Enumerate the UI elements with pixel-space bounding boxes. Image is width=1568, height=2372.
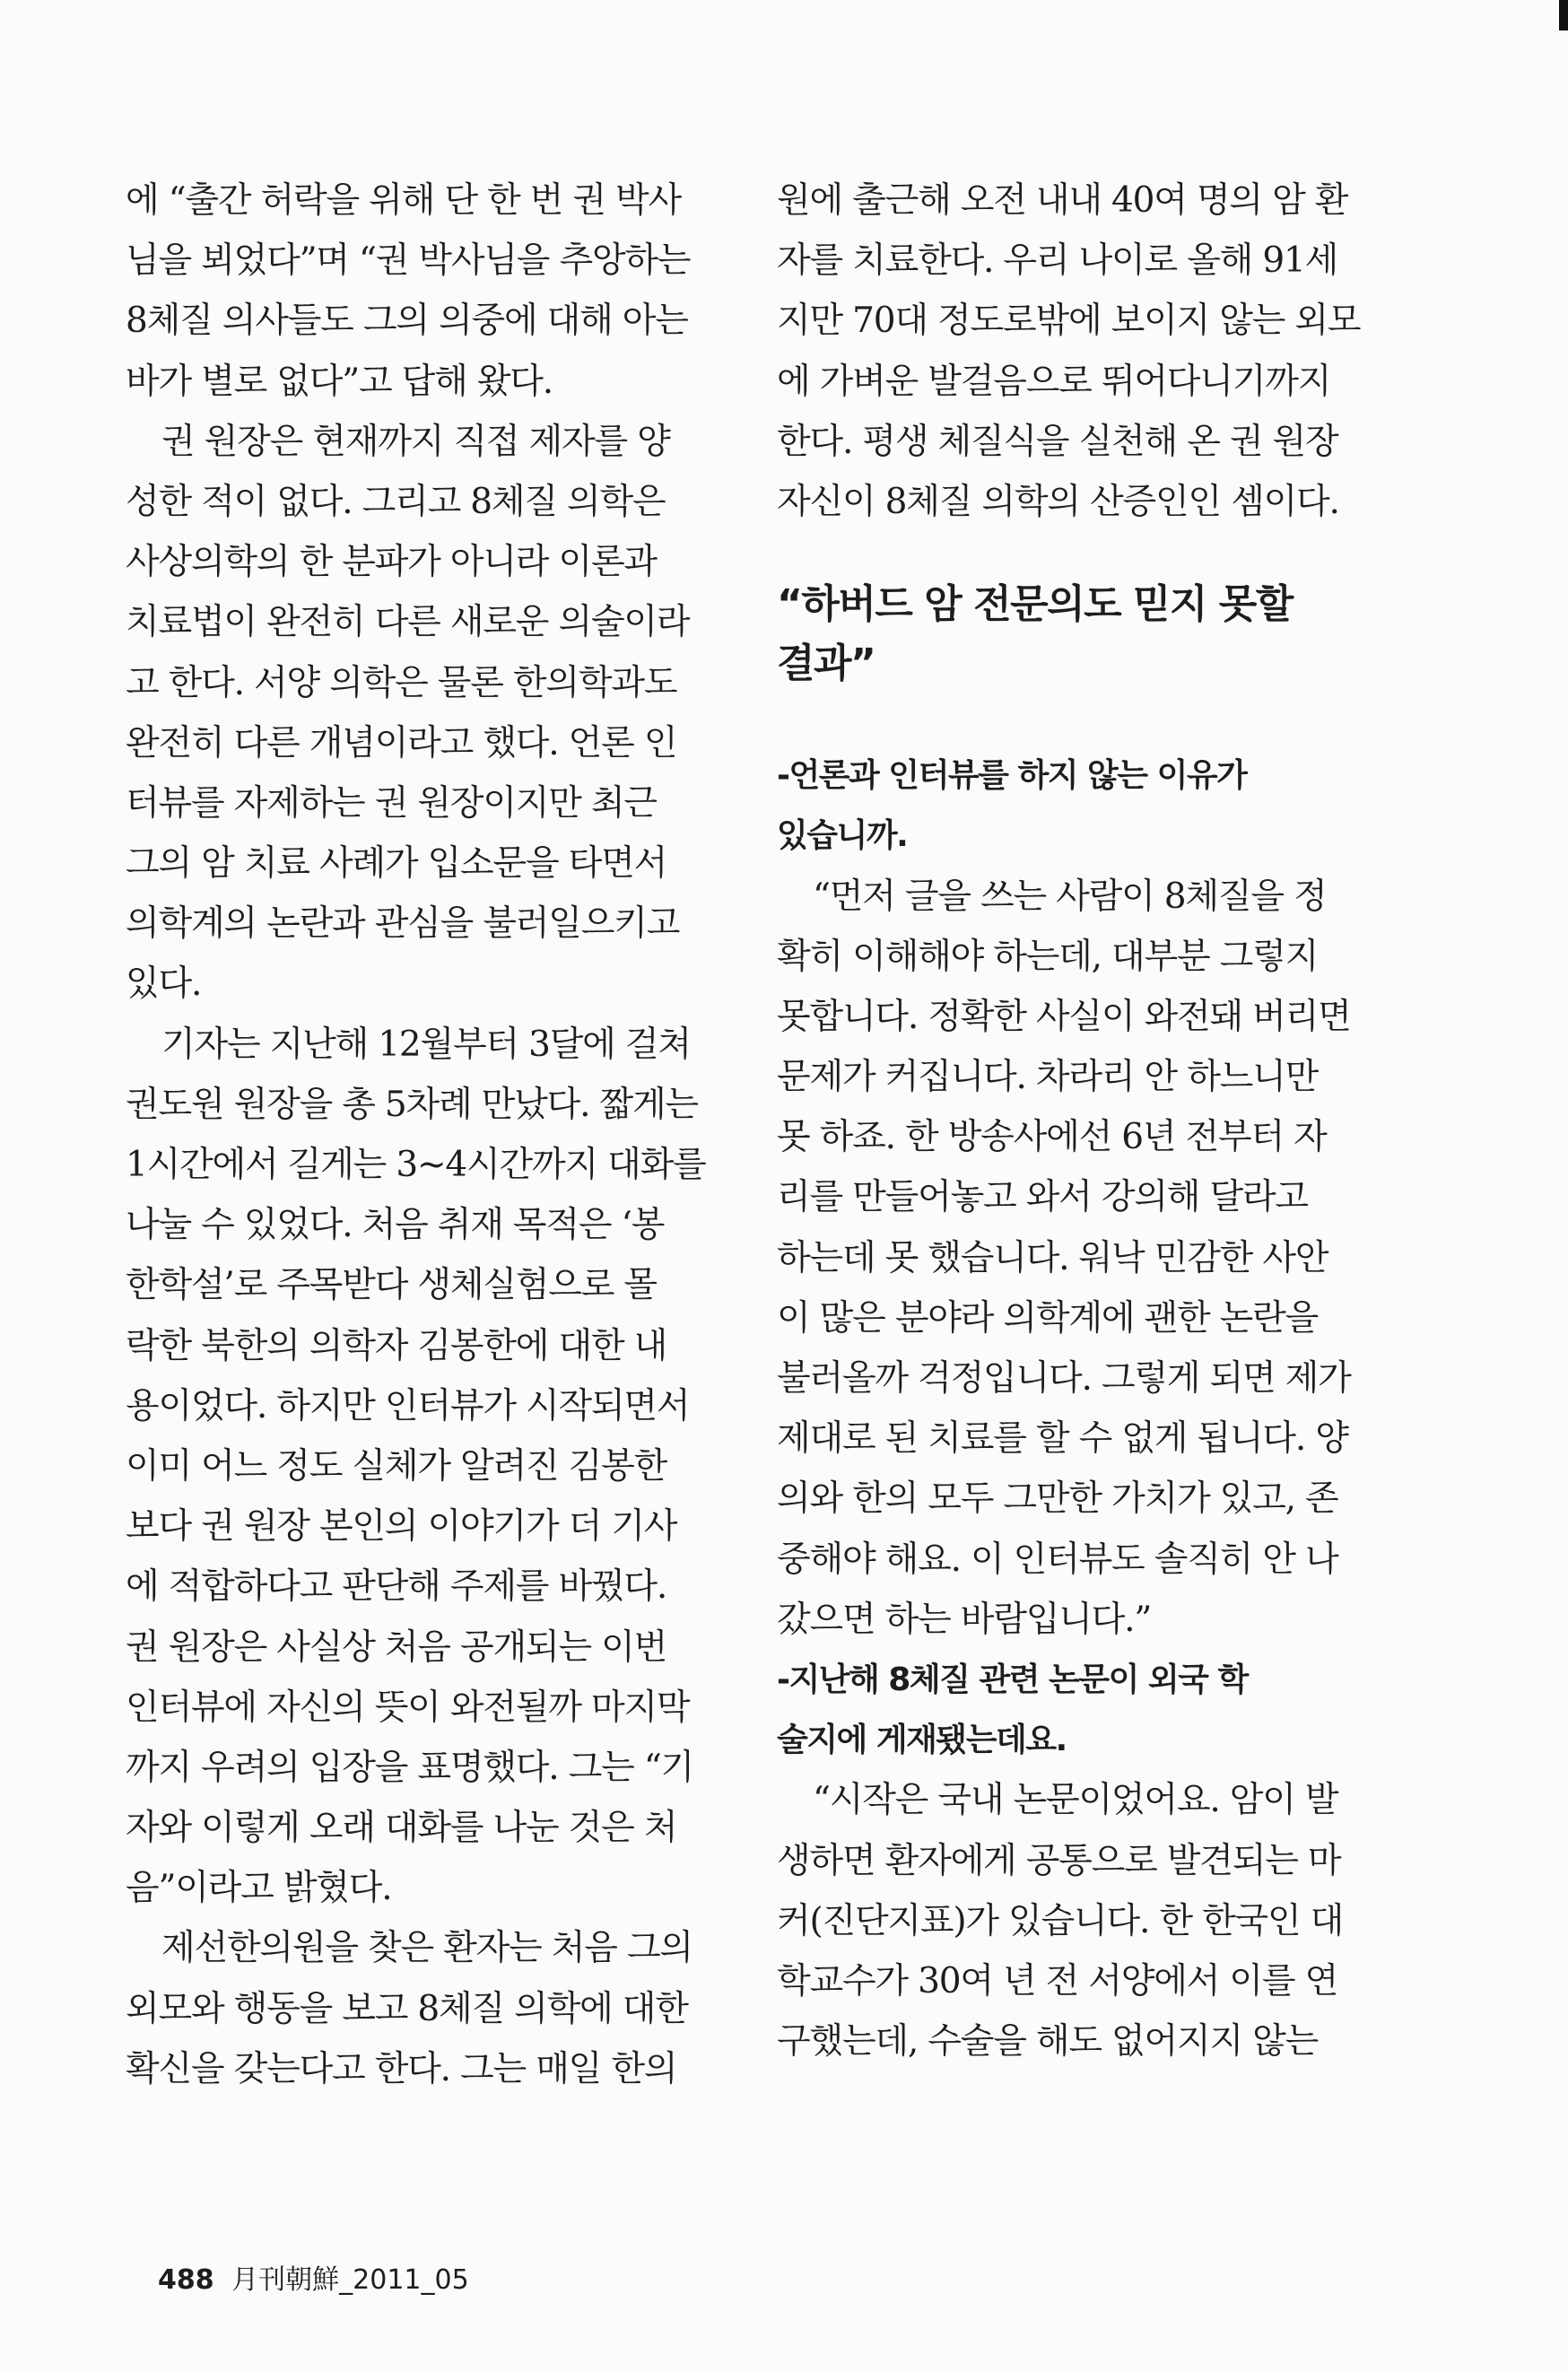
page-number: 488 xyxy=(158,2264,214,2296)
text-line: 자를 치료한다. 우리 나이로 올해 91세 xyxy=(777,240,1338,282)
text-line: 보다 권 원장 본인의 이야기가 더 기사 xyxy=(126,1506,677,1548)
text-line: 에 “출간 허락을 위해 단 한 번 권 박사 xyxy=(126,180,681,221)
left-column xyxy=(126,170,745,2099)
text-line: 있다. xyxy=(126,964,202,1005)
interview-answer-start: “먼저 글을 쓰는 사람이 8체질을 정 xyxy=(813,876,1327,917)
text-line: 그의 암 치료 사례가 입소문을 타면서 xyxy=(126,843,667,885)
section-heading-line-1: “하버드 암 전문의도 믿지 못할 xyxy=(777,581,1293,628)
text-line: 커(진단지표)가 있습니다. 한 한국인 대 xyxy=(777,1900,1344,1941)
text-line: 락한 북한의 의학자 김봉한에 대한 내 xyxy=(126,1325,667,1366)
text-line: 중해야 해요. 이 인터뷰도 솔직히 안 나 xyxy=(777,1539,1338,1580)
text-line: 의학계의 논란과 관심을 불러일으키고 xyxy=(126,903,680,945)
publication-name: 月刊朝鮮_2011_05 xyxy=(231,2264,469,2296)
text-line: 갔으면 하는 바람입니다.” xyxy=(777,1599,1152,1640)
text-line: 성한 적이 없다. 그리고 8체질 의학은 xyxy=(126,481,666,522)
text-line: 한학설’로 주목받다 생체실험으로 몰 xyxy=(126,1265,657,1306)
page-edge-mark xyxy=(1559,0,1568,31)
text-line: 고 한다. 서양 의학은 물론 한의학과도 xyxy=(126,662,677,703)
section-heading xyxy=(777,575,1396,693)
text-line: 리를 만들어놓고 와서 강의해 달라고 xyxy=(777,1177,1308,1218)
interview-question: 술지에 게재됐는데요. xyxy=(777,1722,1067,1759)
text-line: 나눌 수 있었다. 처음 취재 목적은 ‘봉 xyxy=(126,1205,665,1246)
text-line: 이미 어느 정도 실체가 알려진 김봉한 xyxy=(126,1445,667,1487)
right-column xyxy=(777,170,1396,2071)
interview-answer-start: “시작은 국내 논문이었어요. 암이 발 xyxy=(813,1780,1338,1821)
text-line: 음”이라고 밝혔다. xyxy=(126,1868,392,1909)
interview-question: -언론과 인터뷰를 하지 않는 이유가 xyxy=(777,757,1247,795)
text-line: 인터뷰에 자신의 뜻이 와전될까 마지막 xyxy=(126,1687,690,1728)
section-heading-line-2: 결과” xyxy=(777,641,875,687)
text-line: 용이었다. 하지만 인터뷰가 시작되면서 xyxy=(126,1385,690,1426)
text-line: 사상의학의 한 분파가 아니라 이론과 xyxy=(126,542,657,583)
text-line: 못 하죠. 한 방송사에선 6년 전부터 자 xyxy=(777,1117,1327,1158)
page-footer xyxy=(158,2257,469,2297)
paragraph-start: 기자는 지난해 12월부터 3달에 걸쳐 xyxy=(161,1024,691,1065)
paragraph-start: 제선한의원을 찾은 환자는 처음 그의 xyxy=(161,1928,693,1969)
text-line: 님을 뵈었다”며 “권 박사님을 추앙하는 xyxy=(126,240,691,282)
text-line: 까지 우려의 입장을 표명했다. 그는 “기 xyxy=(126,1747,694,1788)
text-line: 바가 별로 없다”고 답해 왔다. xyxy=(126,361,553,402)
text-line: 생하면 환자에게 공통으로 발견되는 마 xyxy=(777,1840,1341,1881)
text-line: 의와 한의 모두 그만한 가치가 있고, 존 xyxy=(777,1478,1338,1520)
text-line: 이 많은 분야라 의학계에 괜한 논란을 xyxy=(777,1297,1319,1339)
text-line: 문제가 커집니다. 차라리 안 하느니만 xyxy=(777,1057,1319,1098)
text-line: 자신이 8체질 의학의 산증인인 셈이다. xyxy=(777,481,1339,522)
interview-question: 있습니까. xyxy=(777,817,908,855)
text-line: 에 적합하다고 판단해 주제를 바꿨다. xyxy=(126,1566,667,1608)
text-line: 1시간에서 길게는 3~4시간까지 대화를 xyxy=(126,1145,706,1185)
text-line: 구했는데, 수술을 해도 없어지지 않는 xyxy=(777,2021,1319,2062)
paragraph-start: 권 원장은 현재까지 직접 제자를 양 xyxy=(161,421,670,462)
text-line: 제대로 된 치료를 할 수 없게 됩니다. 양 xyxy=(777,1418,1348,1460)
text-line: 학교수가 30여 년 전 서양에서 이를 연 xyxy=(777,1960,1338,2001)
text-line: 자와 이렇게 오래 대화를 나눈 것은 처 xyxy=(126,1808,677,1849)
text-line: 에 가벼운 발걸음으로 뛰어다니기까지 xyxy=(777,361,1331,402)
text-line: 하는데 못 했습니다. 워낙 민감한 사안 xyxy=(777,1237,1328,1278)
text-line: 외모와 행동을 보고 8체질 의학에 대한 xyxy=(126,1988,688,2029)
text-line: 불러올까 걱정입니다. 그렇게 되면 제가 xyxy=(777,1358,1351,1399)
text-line: 권 원장은 사실상 처음 공개되는 이번 xyxy=(126,1626,667,1668)
text-line: 원에 출근해 오전 내내 40여 명의 암 환 xyxy=(777,180,1348,221)
text-line: 한다. 평생 체질식을 실천해 온 권 원장 xyxy=(777,421,1338,462)
text-line: 지만 70대 정도로밖에 보이지 않는 외모 xyxy=(777,301,1361,342)
interview-question: -지난해 8체질 관련 논문이 외국 학 xyxy=(777,1661,1248,1698)
text-line: 확신을 갖는다고 한다. 그는 매일 한의 xyxy=(126,2048,677,2089)
text-line: 확히 이해해야 하는데, 대부분 그렇지 xyxy=(777,936,1319,977)
text-line: 완전히 다른 개념이라고 했다. 언론 인 xyxy=(126,722,677,763)
text-line: 8체질 의사들도 그의 의중에 대해 아는 xyxy=(126,301,688,342)
text-line: 터뷰를 자제하는 권 원장이지만 최근 xyxy=(126,782,657,824)
text-line: 못합니다. 정확한 사실이 와전돼 버리면 xyxy=(777,996,1351,1037)
text-line: 권도원 원장을 총 5차례 만났다. 짧게는 xyxy=(126,1084,698,1125)
text-line: 치료법이 완전히 다른 새로운 의술이라 xyxy=(126,602,690,643)
